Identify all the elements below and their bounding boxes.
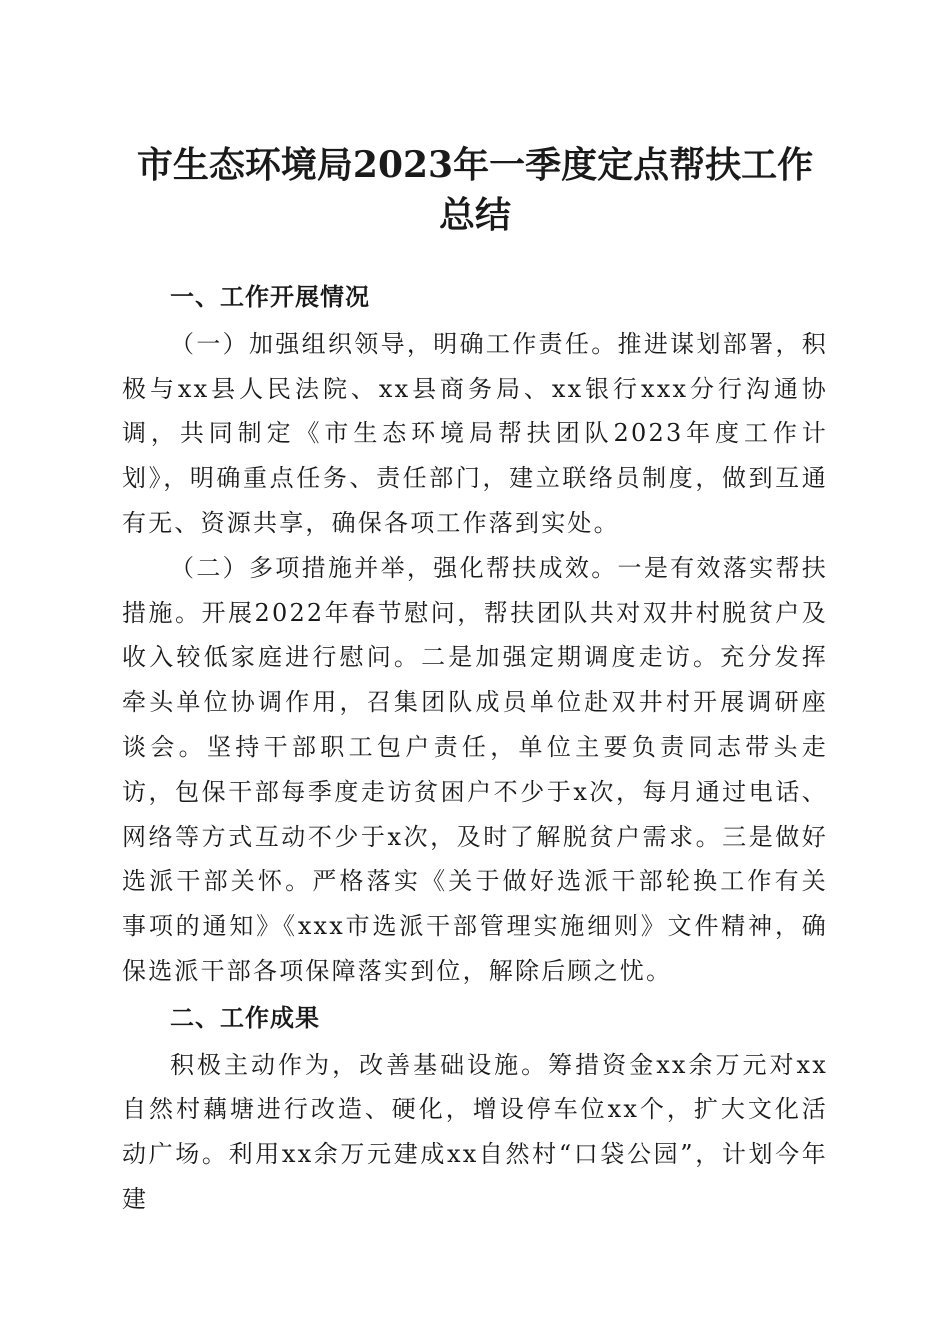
paragraph: 积极主动作为，改善基础设施。筹措资金xx余万元对xx自然村藕塘进行改造、硬化，增设停车位xx个，扩大文化活动广场。利用xx余万元建成xx自然村“口袋公园”，计划今年建 xyxy=(122,1050,828,1213)
document-title: 市生态环境局2023年一季度定点帮扶工作总结 xyxy=(136,144,814,236)
paragraph: （一）加强组织领导，明确工作责任。推进谋划部署，积极与xx县人民法院、xx县商务局、xx银行xxx分行沟通协调，共同制定《市生态环境局帮扶团队2023年度工作计划》，明确重点任务、责任部门，建立联络员制度，做到互通有无、资源共享，确保各项工作落到实处。 xyxy=(122,329,828,537)
paragraph: （二）多项措施并举，强化帮扶成效。一是有效落实帮扶措施。开展2022年春节慰问，帮扶团队共对双井村脱贫户及收入较低家庭进行慰问。二是加强定期调度走访。充分发挥牵头单位协调作用，召集团队成员单位赴双井村开展调研座谈会。坚持干部职工包户责任，单位主要负责同志带头走访，包保干部每季度走访贫困户不少于x次，每月通过电话、网络等方式互动不少于x次，及时了解脱贫户需求。三是做好选派干部关怀。严格落实《关于做好选派干部轮换工作有关事项的通知》《xxx市选派干部管理实施细则》文件精神，确保选派干部各项保障落实到位，解除后顾之忧。 xyxy=(122,553,828,985)
section-heading: 一、工作开展情况 xyxy=(170,283,370,311)
document-body xyxy=(122,275,828,1222)
section-heading: 二、工作成果 xyxy=(170,1003,320,1032)
